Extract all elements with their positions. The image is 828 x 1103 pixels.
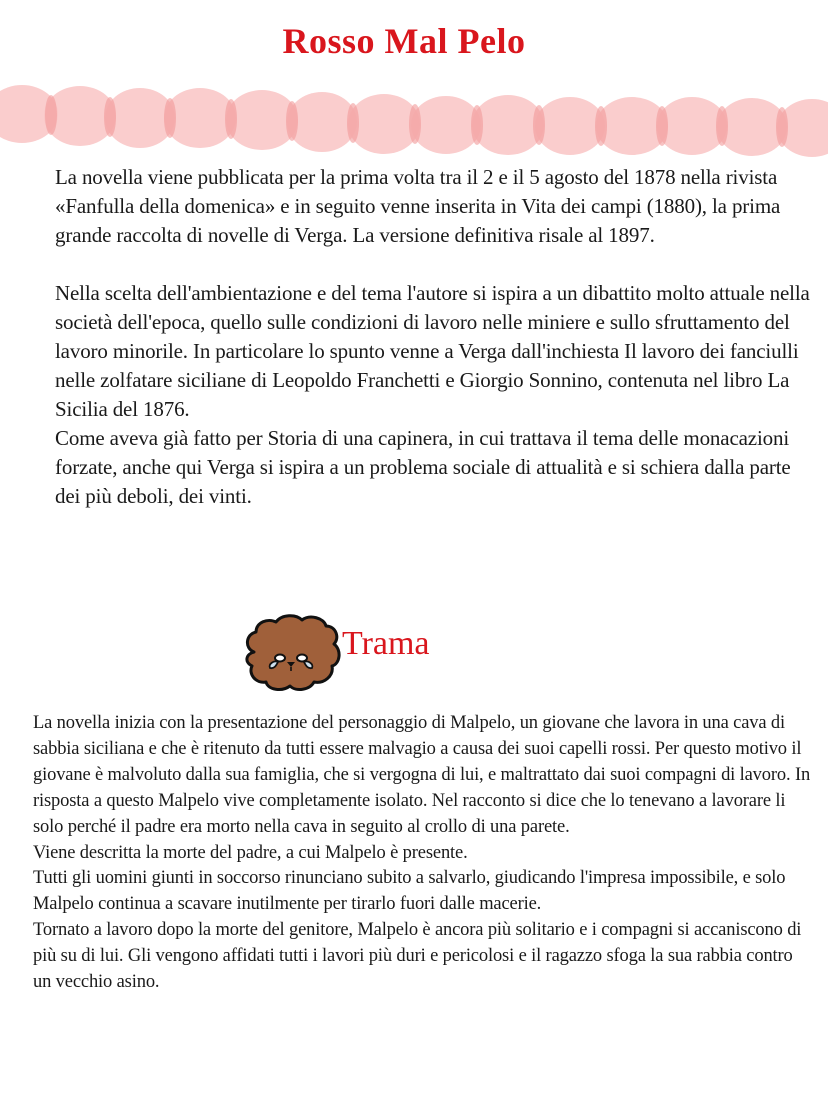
page-title: Rosso Mal Pelo [282,21,526,61]
paragraph-gap [55,250,815,279]
intro-paragraph: La novella viene pubblicata per la prima volta tra il 2 e il 5 agosto del 1878 nella rivista [55,165,778,189]
plot-paragraph: Tutti gli uomini giunti in soccorso rinunciano subito a salvarlo, giudicando l'impresa impossibile, e solo Malpelo continua a scavare inutilmente per tirarlo fuori dalle macerie. [33,868,786,915]
watercolor-dots-divider [0,80,828,158]
section-title: Trama [342,625,430,662]
plot-paragraph: La novella inizia con la presentazione del personaggio di Malpelo, un giovane che lavora in una cava di sabbia siciliana e che è ritenuto da tutti essere malvagio a causa dei suoi capelli rossi. Per questo motivo il giovane è malvoluto dalla sua famiglia, che si vergogna di lui, e maltrattato dai suoi compagni di lavoro. In risposta a questo Malpelo vive completamente isolato. Nel racconto si dice che lo tenevano a lavorare li solo perché il padre era morto nella cava in seguito al crollo di una parete. [33,713,811,837]
plot-text [33,711,813,996]
intro-paragraph: «Fanfulla della domenica» e in seguito venne inserita in Vita dei campi (1880), la prima grande raccolta di novelle di Verga. La versione definitiva risale al 1897. [55,194,781,247]
intro-paragraph: Nella scelta dell'ambientazione e del tema l'autore si ispira a un dibattito molto attuale nella società dell'epoca, quello sulle condizioni di lavoro nelle miniere e sullo sfruttamento del lavoro minorile. In particolare lo spunto venne a Verga dall'inchiesta Il lavoro dei fanciulli nelle zolfatare siciliane di Leopoldo Franchetti e Giorgio Sonnino, contenuta nel libro La Sicilia del 1876. [55,281,810,421]
crying-poodle-icon [240,612,348,692]
plot-paragraph: Viene descritta la morte del padre, a cui Malpelo è presente. [33,842,468,863]
plot-paragraph: Tornato a lavoro dopo la morte del genitore, Malpelo è ancora più solitario e i compagni si accaniscono di più su di lui. Gli vengono affidati tutti i lavori più duri e pericolosi e il ragazzo sfoga la sua rabbia contro un vecchio asino. [33,920,802,993]
intro-text [55,163,815,511]
section-heading [240,612,430,692]
intro-paragraph: Come aveva già fatto per Storia di una capinera, in cui trattava il tema delle monacazioni forzate, anche qui Verga si ispira a un problema sociale di attualità e si schiera dalla parte dei più deboli, dei vinti. [55,426,791,508]
